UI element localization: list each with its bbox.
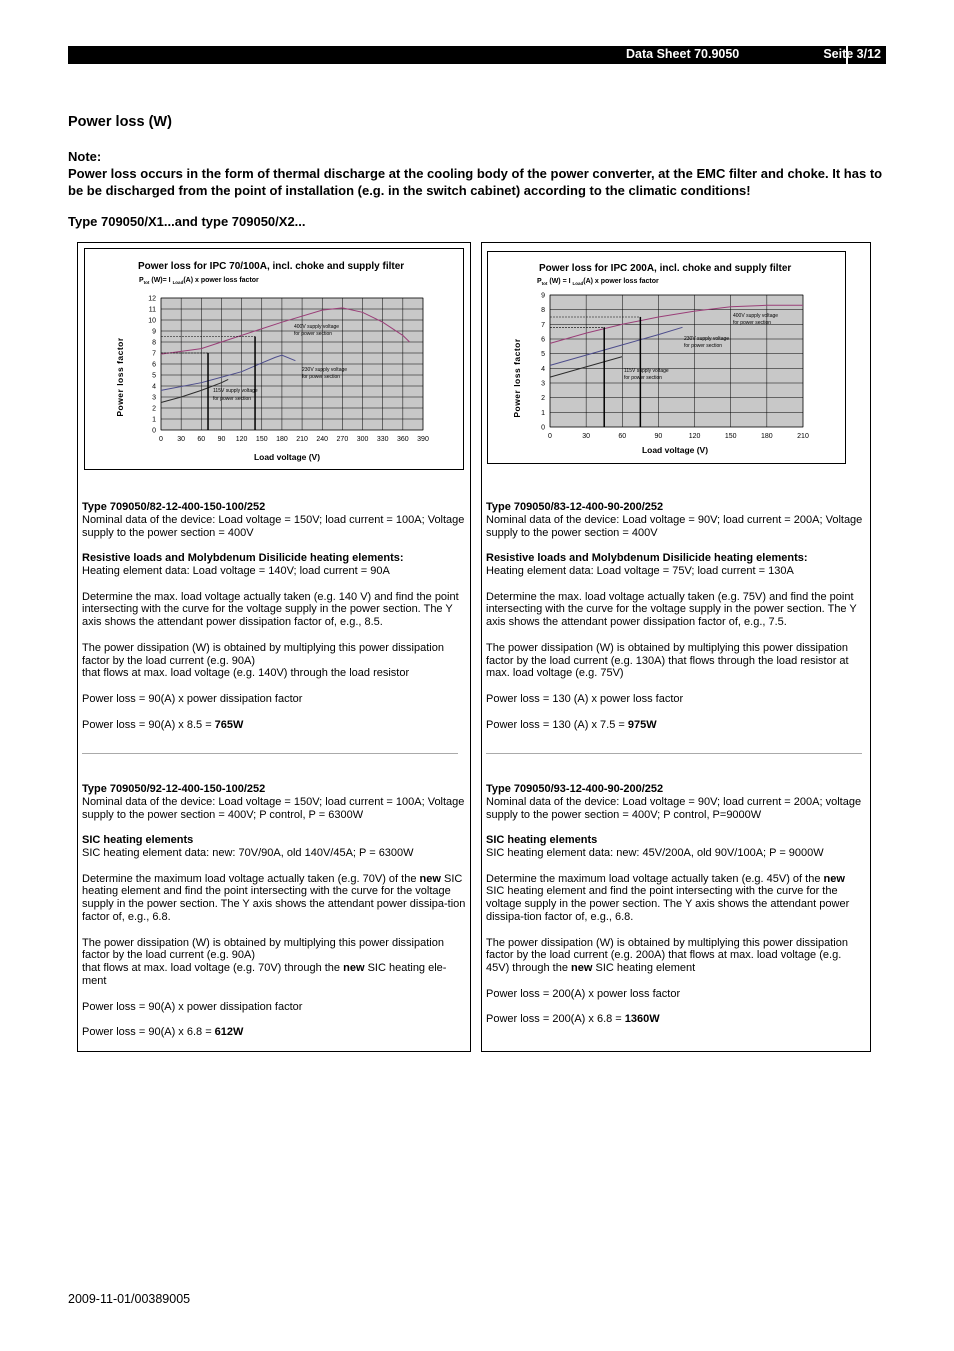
x-tick-label: 120	[235, 436, 248, 443]
datasheet-number: Data Sheet 70.9050	[626, 47, 740, 61]
determine-text: Determine the maximum load voltage actually taken (e.g. 45V) of the new SIC heating element and find the point intersecting with the curve for the voltage supply in the power section. The Y axis shows the attendant power dissipa-tion factor of, e.g., 6.8.	[486, 872, 850, 923]
x-tick-label: 150	[724, 433, 737, 440]
result-value: 612W	[214, 1026, 244, 1039]
result-text: Power loss = 130 (A) x 7.5 = 975W	[486, 718, 657, 731]
type-number: Type 709050/82-12-400-150-100/252	[82, 501, 266, 513]
left-chart-frame	[84, 248, 464, 470]
x-tick-label: 30	[582, 433, 591, 440]
heating-data: Heating element data: Load voltage = 140V; load current = 90A	[82, 564, 390, 577]
y-tick-label: 9	[152, 328, 156, 336]
label-230v-1: 230V supply voltage	[684, 336, 730, 342]
y-tick-label: 2	[152, 405, 156, 413]
x-tick-label: 30	[177, 436, 186, 443]
x-axis-label: Load voltage (V)	[253, 452, 321, 462]
header-bar	[68, 46, 886, 64]
x-tick-label: 60	[197, 436, 206, 443]
dissipation-text-2: that flows at max. load voltage (e.g. 70V) through the new SIC heating ele-ment	[82, 962, 447, 987]
result-value: 975W	[627, 718, 657, 731]
chart-title: Power loss for IPC 200A, incl. choke and supply filter	[539, 263, 792, 274]
label-230v-2: for power section	[302, 374, 341, 380]
section-heading: Resistive loads and Molybdenum Disilicide heating elements:	[486, 552, 808, 565]
label-230v-2: for power section	[684, 343, 723, 349]
y-tick-label: 5	[541, 351, 545, 359]
nominal-data: Nominal data of the device: Load voltage = 90V; load current = 200A; Voltage supply to the power section = 400V	[486, 513, 863, 539]
formula-text: Power loss = 200(A) x power loss factor	[486, 987, 681, 1000]
dissipation-text: The power dissipation (W) is obtained by multiplying this power dissipation factor by the load current (e.g. 90A)	[82, 641, 444, 667]
nominal-data: Nominal data of the device: Load voltage = 150V; load current = 100A; Voltage supply to the power section = 400V; P control, P = 6300W	[82, 795, 465, 821]
x-tick-label: 210	[797, 433, 809, 440]
y-tick-label: 4	[152, 383, 156, 391]
chart-title: Power loss for IPC 70/100A, incl. choke and supply filter	[138, 261, 405, 272]
nominal-data: Nominal data of the device: Load voltage = 150V; load current = 100A; Voltage supply to the power section = 400V	[82, 513, 465, 539]
left-chart	[85, 249, 463, 469]
y-tick-label: 1	[541, 409, 545, 417]
type-number: Type 709050/92-12-400-150-100/252	[82, 783, 266, 795]
determine-text: Determine the max. load voltage actually taken (e.g. 75V) and find the point intersecting with the curve for the voltage supply in the power section. The Y axis shows the attendant power dissipation factor of, e.g., 7.5.	[486, 590, 857, 629]
type-heading: Type 709050/X1...and type 709050/X2...	[68, 214, 306, 229]
left-column	[77, 242, 471, 1052]
left-block-2	[82, 783, 466, 1052]
footer-date: 2009-11-01/00389005	[68, 1292, 191, 1306]
right-column	[481, 242, 871, 1052]
x-tick-label: 330	[376, 436, 389, 443]
result-text: Power loss = 90(A) x 8.5 = 765W	[82, 718, 244, 731]
type-number: Type 709050/93-12-400-90-200/252	[486, 783, 664, 795]
label-115v-1: 115V supply voltage	[213, 388, 258, 394]
type-number: Type 709050/83-12-400-90-200/252	[486, 501, 664, 513]
right-block-1	[486, 501, 866, 744]
x-tick-label: 120	[688, 433, 701, 440]
formula-text: Power loss = 90(A) x power dissipation factor	[82, 1000, 303, 1013]
x-tick-label: 390	[417, 436, 429, 443]
y-tick-label: 0	[541, 424, 545, 432]
y-tick-label: 6	[152, 361, 156, 369]
x-tick-label: 0	[548, 433, 552, 440]
left-block-1	[82, 501, 466, 744]
result-text: Power loss = 200(A) x 6.8 = 1360W	[486, 1013, 660, 1026]
plot-area	[148, 296, 429, 444]
page-number: Seite 3/12	[823, 47, 881, 61]
y-axis-label: Power loss factor	[115, 337, 125, 417]
y-tick-label: 2	[541, 395, 545, 403]
dissipation-text: The power dissipation (W) is obtained by multiplying this power dissipation factor by the load current (e.g. 200A) that flows at max. load voltage (e.g. 45V) through the new SIC heating element	[486, 936, 848, 975]
right-block-2	[486, 783, 866, 1039]
formula-text: Power loss = 130 (A) x power loss factor	[486, 692, 684, 705]
section-heading: SIC heating elements	[486, 834, 598, 847]
label-115v-1: 115V supply voltage	[624, 368, 669, 374]
y-tick-label: 7	[152, 350, 156, 358]
chart-formula: $P_{tot}$ (W) = I $_{Load}$(A) x power loss factor	[537, 278, 659, 286]
dissipation-text: The power dissipation (W) is obtained by multiplying this power dissipation factor by the load current (e.g. 90A)	[82, 936, 444, 962]
dissipation-text: The power dissipation (W) is obtained by multiplying this power dissipation factor by the load current (e.g. 130A) that flows through the load resistor at max. load voltage (e.g. 75V)	[486, 641, 849, 680]
label-400v-2: for power section	[294, 331, 333, 337]
x-tick-label: 90	[217, 436, 226, 443]
label-230v-1: 230V supply voltage	[302, 367, 348, 373]
y-axis-label: Power loss factor	[512, 338, 522, 418]
section-heading: Resistive loads and Molybdenum Disilicide heating elements:	[82, 552, 404, 565]
note	[68, 148, 886, 199]
x-axis-label: Load voltage (V)	[641, 445, 709, 455]
label-400v-2: for power section	[733, 320, 772, 326]
y-tick-label: 9	[541, 292, 545, 300]
dissipation-text-2: that flows at max. load voltage (e.g. 140V) through the load resistor	[82, 667, 410, 680]
section-heading: SIC heating elements	[82, 834, 194, 847]
heating-data: Heating element data: Load voltage = 75V; load current = 130A	[486, 564, 794, 577]
y-tick-label: 0	[152, 427, 156, 435]
y-tick-label: 6	[541, 336, 545, 344]
formula-text: Power loss = 90(A) x power dissipation factor	[82, 692, 303, 705]
x-tick-label: 0	[159, 436, 163, 443]
heating-data: SIC heating element data: new: 45V/200A, old 90V/100A; P = 9000W	[486, 846, 824, 859]
right-chart-frame	[487, 251, 846, 464]
y-tick-label: 10	[148, 317, 156, 325]
x-tick-label: 300	[356, 436, 369, 443]
x-tick-label: 360	[397, 436, 409, 443]
heating-data: SIC heating element data: new: 70V/90A, old 140V/45A; P = 6300W	[82, 846, 414, 859]
y-tick-label: 3	[152, 394, 156, 402]
x-tick-label: 150	[255, 436, 268, 443]
divider	[82, 753, 458, 754]
chart-formula: $P_{tot}$ (W)= I $_{Load}$(A) x power loss factor	[139, 277, 259, 285]
x-tick-label: 210	[296, 436, 308, 443]
label-115v-2: for power section	[624, 375, 663, 381]
right-chart	[488, 252, 845, 463]
y-tick-label: 5	[152, 372, 156, 380]
x-tick-label: 240	[316, 436, 329, 443]
determine-text: Determine the maximum load voltage actually taken (e.g. 70V) of the new SIC heating element and find the point intersecting with the curve for the voltage supply in the power section. The Y axis shows the attendant power dissipa-tion factor of, e.g., 6.8.	[82, 872, 466, 923]
y-tick-label: 7	[541, 321, 545, 329]
y-tick-label: 1	[152, 416, 156, 424]
nominal-data: Nominal data of the device: Load voltage = 90V; load current = 200A; voltage supply to the power section = 400V; P control, P=9000W	[486, 795, 862, 821]
label-115v-2: for power section	[213, 396, 252, 402]
result-text: Power loss = 90(A) x 6.8 = 612W	[82, 1026, 244, 1039]
result-value: 765W	[214, 718, 244, 731]
label-400v-1: 400V supply voltage	[733, 313, 779, 319]
determine-text: Determine the max. load voltage actually taken (e.g. 140 V) and find the point intersecting with the curve for the voltage supply in the power section. The Y axis shows the attendant power dissipation factor of, e.g., 8.5.	[82, 590, 459, 629]
x-tick-label: 60	[618, 433, 627, 440]
y-tick-label: 4	[541, 365, 545, 373]
page-title: Power loss (W)	[68, 114, 172, 130]
x-tick-label: 180	[761, 433, 773, 440]
x-tick-label: 270	[336, 436, 349, 443]
x-tick-label: 90	[654, 433, 663, 440]
divider	[486, 753, 862, 754]
result-value: 1360W	[624, 1013, 660, 1026]
note-label: Note:	[68, 149, 102, 164]
x-tick-label: 180	[276, 436, 288, 443]
y-tick-label: 8	[541, 307, 545, 315]
y-tick-label: 12	[148, 295, 156, 303]
label-400v-1: 400V supply voltage	[294, 324, 340, 330]
y-tick-label: 8	[152, 339, 156, 347]
y-tick-label: 11	[148, 306, 156, 314]
y-tick-label: 3	[541, 380, 545, 388]
note-text: Power loss occurs in the form of thermal discharge at the cooling body of the power converter, at the EMC filter and choke. It has to be be discharged from the point of installation (e.g. in the switch cabinet) according to the climatic conditions!	[68, 166, 883, 198]
